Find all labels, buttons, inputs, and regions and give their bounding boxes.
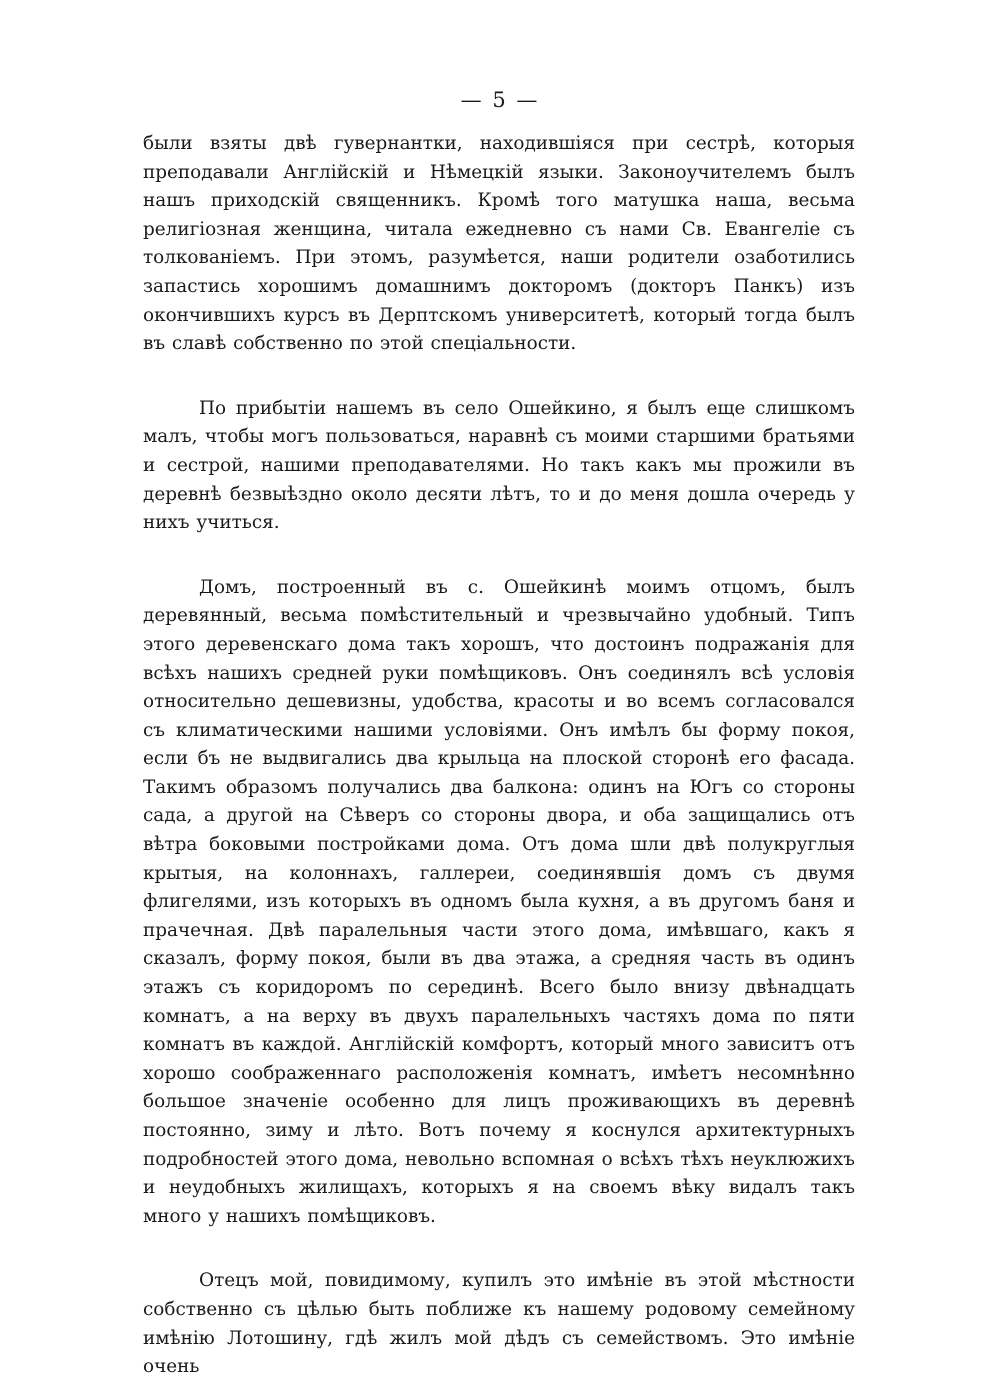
paragraph-3: Домъ, построенный въ с. Ошейкинѣ моимъ отцомъ, былъ деревянный, весьма помѣстительный и чрезвычайно удобный. Типъ этого деревенскаго дома такъ хорошъ, что достоинъ подражанія для всѣхъ нашихъ средней руки помѣщиковъ. Онъ соединялъ всѣ условія относительно дешевизны, удобства, красоты и во всемъ согласовался съ климатическими нашими условіями. Онъ имѣлъ бы форму покоя, если бъ не выдвигались два крыльца на плоской сторонѣ его фасада. Такимъ образомъ получались два балкона: одинъ на Югъ со стороны сада, а другой на Сѣверъ со стороны двора, и оба защищались отъ вѣтра боковыми постройками дома. Отъ дома шли двѣ полукруглыя крытыя, на колоннахъ, галлереи, соединявшія домъ съ двумя флигелями, изъ которыхъ въ одномъ была кухня, а въ другомъ баня и прачечная. Двѣ паралельныя части этого дома, имѣвшаго, какъ я сказалъ, форму покоя, были въ два этажа, а средняя часть въ одинъ этажъ съ коридоромъ по серединѣ. Всего было внизу двѣнадцать комнатъ, а на верху въ двухъ паралельныхъ частяхъ дома по пяти комнатъ въ каждой. Англійскій комфортъ, который много зависитъ отъ хорошо соображеннаго расположенія комнатъ, имѣетъ несомнѣнно большое значеніе особенно для лицъ проживающихъ въ деревнѣ постоянно, зиму и лѣто. Вотъ почему я коснулся архитектурныхъ подробностей этого дома, невольно вспомная о всѣхъ тѣхъ неуклюжихъ и неудобныхъ жилищахъ, которыхъ я на своемъ вѣку видалъ такъ много у нашихъ помѣщиковъ.: [143, 576, 855, 1227]
text-body: [143, 130, 855, 1382]
paragraph-4: Отецъ мой, повидимому, купилъ это имѣніе въ этой мѣстности собственно съ цѣлью быть поближе къ нашему родовому семейному имѣнію Лотошину, гдѣ жилъ мой дѣдъ съ семействомъ. Это имѣніе очень: [143, 1270, 855, 1378]
paragraph-1: были взяты двѣ гувернантки, находившіяся при сестрѣ, которыя преподавали Англійскій и Нѣмецкій языки. Законоучителемъ былъ нашъ приходскій священникъ. Кромѣ того матушка наша, весьма религіозная женщина, читала ежедневно съ нами Св. Евангеліе съ толкованіемъ. При этомъ, разумѣется, наши родители озаботились запастись хорошимъ домашнимъ докторомъ (докторъ Панкъ) изъ окончившихъ курсъ въ Дерптскомъ университетѣ, который тогда былъ въ славѣ собственно по этой спеціальности.: [143, 133, 855, 355]
paragraph-2: По прибытіи нашемъ въ село Ошейкино, я былъ еще слишкомъ малъ, чтобы могъ пользоваться, наравнѣ съ моими старшими братьями и сестрой, нашими преподавателями. Но такъ какъ мы прожили въ деревнѣ безвыѣздно около десяти лѣтъ, то и до меня дошла очередь у нихъ учиться.: [143, 397, 855, 534]
page-number: — 5 —: [460, 88, 540, 112]
